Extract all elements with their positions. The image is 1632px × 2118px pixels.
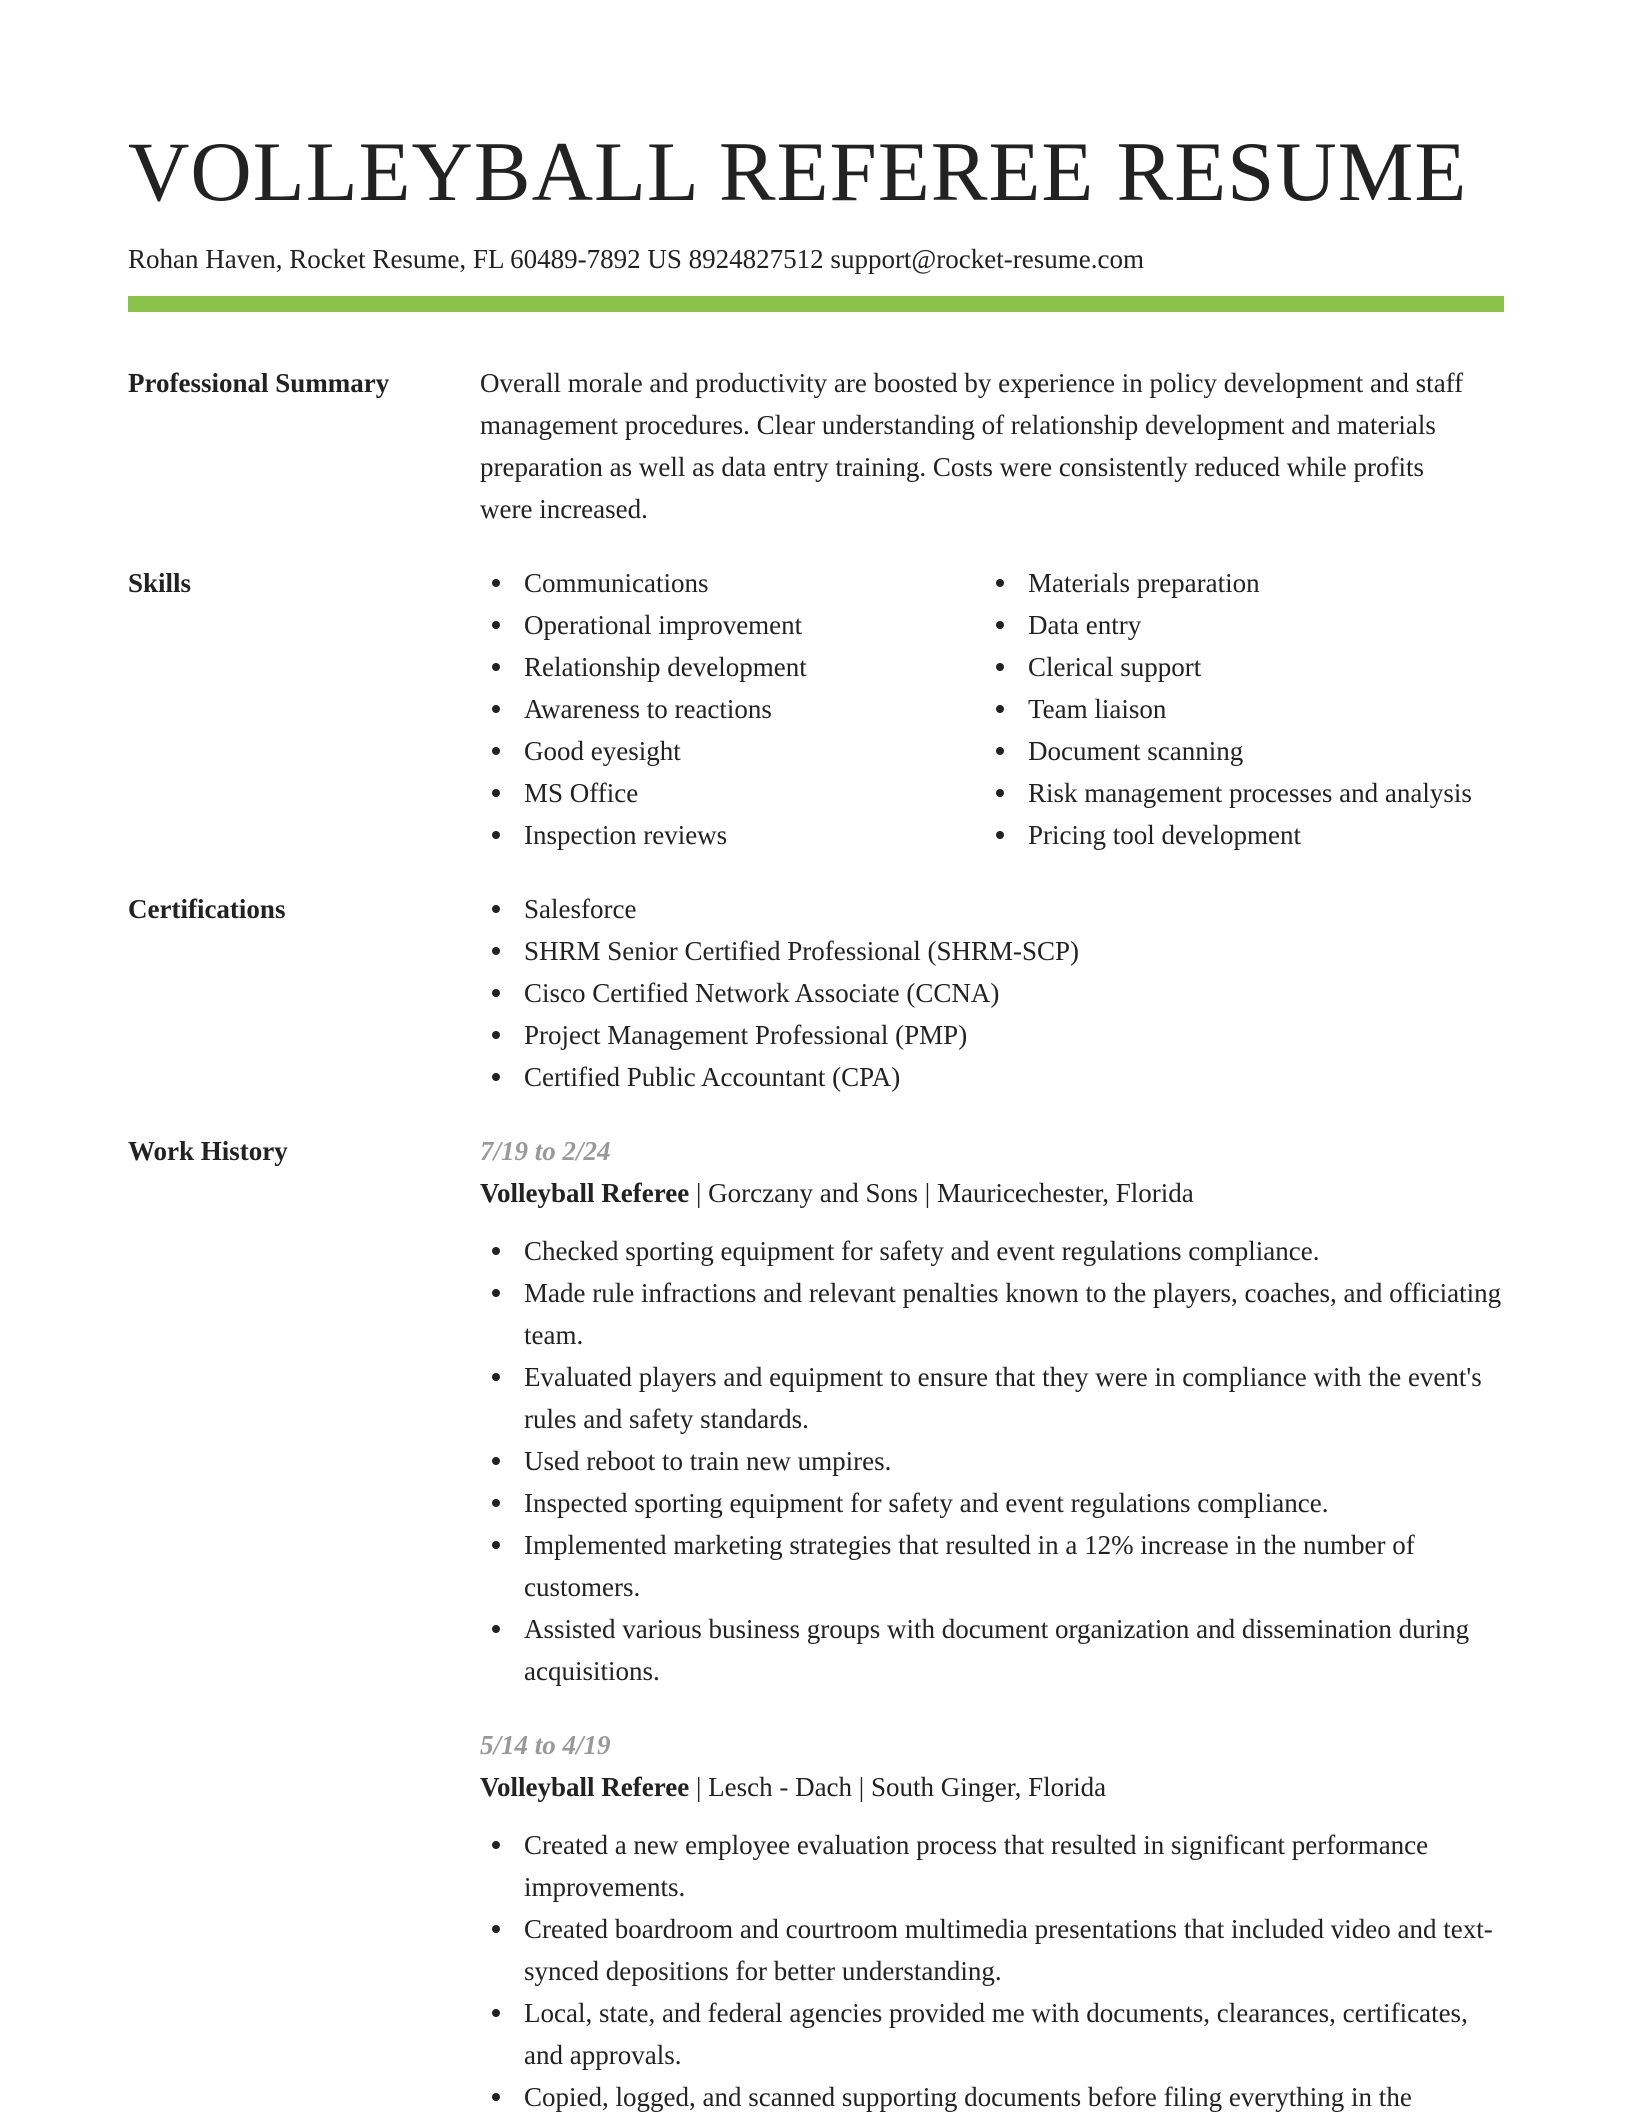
skill-item: Awareness to reactions: [480, 688, 984, 730]
summary-text: Overall morale and productivity are boosted by experience in policy development and staff management procedures. Clear understanding of relationship development and materials preparation as well as data entry training. Costs were consistently reduced while profits were increased.: [480, 368, 1464, 524]
job-duty: Implemented marketing strategies that resulted in a 12% increase in the number of customers.: [480, 1524, 1504, 1608]
skill-item: Data entry: [984, 604, 1504, 646]
job-duty: Assisted various business groups with document organization and dissemination during acquisitions.: [480, 1608, 1504, 1692]
skill-item: Document scanning: [984, 730, 1504, 772]
skills-section: [128, 562, 1504, 856]
job-entry: [480, 1724, 1504, 2118]
skill-item: Materials preparation: [984, 562, 1504, 604]
job-duties-list: [480, 1230, 1504, 1692]
summary-section: [128, 362, 1504, 530]
job-heading: [480, 1172, 1504, 1214]
header-divider: [128, 296, 1504, 312]
job-heading: [480, 1766, 1504, 1808]
certification-item: Salesforce: [480, 888, 1504, 930]
skill-item: Inspection reviews: [480, 814, 984, 856]
work-history-section: [128, 1130, 1504, 2118]
skill-item: Team liaison: [984, 688, 1504, 730]
job-title: Volleyball Referee: [480, 1178, 690, 1208]
skill-item: MS Office: [480, 772, 984, 814]
job-duty: Created a new employee evaluation process that resulted in significant performance improvements.: [480, 1824, 1504, 1908]
skill-item: Risk management processes and analysis: [984, 772, 1504, 814]
certifications-list: [480, 888, 1504, 1098]
resume-title: VOLLEYBALL REFEREE RESUME: [128, 125, 1468, 219]
job-duty: Inspected sporting equipment for safety and event regulations compliance.: [480, 1482, 1504, 1524]
certification-item: Certified Public Accountant (CPA): [480, 1056, 1504, 1098]
job-duty: Made rule infractions and relevant penalties known to the players, coaches, and officiating team.: [480, 1272, 1504, 1356]
skill-item: Relationship development: [480, 646, 984, 688]
job-employer-location: | Lesch - Dach | South Ginger, Florida: [689, 1772, 1107, 1802]
summary-heading: Professional Summary: [128, 368, 390, 398]
skill-item: Pricing tool development: [984, 814, 1504, 856]
job-dates: 7/19 to 2/24: [480, 1136, 611, 1166]
job-employer-location: | Gorczany and Sons | Mauricechester, Florida: [689, 1178, 1194, 1208]
job-duties-list: [480, 1824, 1504, 2118]
job-dates: 5/14 to 4/19: [480, 1730, 611, 1760]
certification-item: Cisco Certified Network Associate (CCNA): [480, 972, 1504, 1014]
skills-heading: Skills: [128, 568, 192, 598]
skill-item: Clerical support: [984, 646, 1504, 688]
skills-list-left: [480, 562, 984, 856]
job-duty: Used reboot to train new umpires.: [480, 1440, 1504, 1482]
skill-item: Operational improvement: [480, 604, 984, 646]
job-title: Volleyball Referee: [480, 1772, 690, 1802]
certifications-heading: Certifications: [128, 894, 286, 924]
skills-list-right: [984, 562, 1504, 856]
job-duty: Checked sporting equipment for safety and event regulations compliance.: [480, 1230, 1504, 1272]
skill-item: Communications: [480, 562, 984, 604]
work-history-heading: Work History: [128, 1136, 288, 1166]
job-duty: Evaluated players and equipment to ensure that they were in compliance with the event's rules and safety standards.: [480, 1356, 1504, 1440]
certification-item: Project Management Professional (PMP): [480, 1014, 1504, 1056]
skill-item: Good eyesight: [480, 730, 984, 772]
resume-page: [128, 0, 1504, 2118]
contact-line: Rohan Haven, Rocket Resume, FL 60489-7892 US 8924827512 support@rocket-resume.com: [128, 244, 1144, 274]
certifications-section: [128, 888, 1504, 1098]
job-duty: Created boardroom and courtroom multimedia presentations that included video and text-synced depositions for better understanding.: [480, 1908, 1504, 1992]
certification-item: SHRM Senior Certified Professional (SHRM-SCP): [480, 930, 1504, 972]
job-duty: Local, state, and federal agencies provided me with documents, clearances, certificates, and approvals.: [480, 1992, 1504, 2076]
job-entry: [480, 1130, 1504, 1692]
job-duty: Copied, logged, and scanned supporting documents before filing everything in the: [480, 2076, 1504, 2118]
